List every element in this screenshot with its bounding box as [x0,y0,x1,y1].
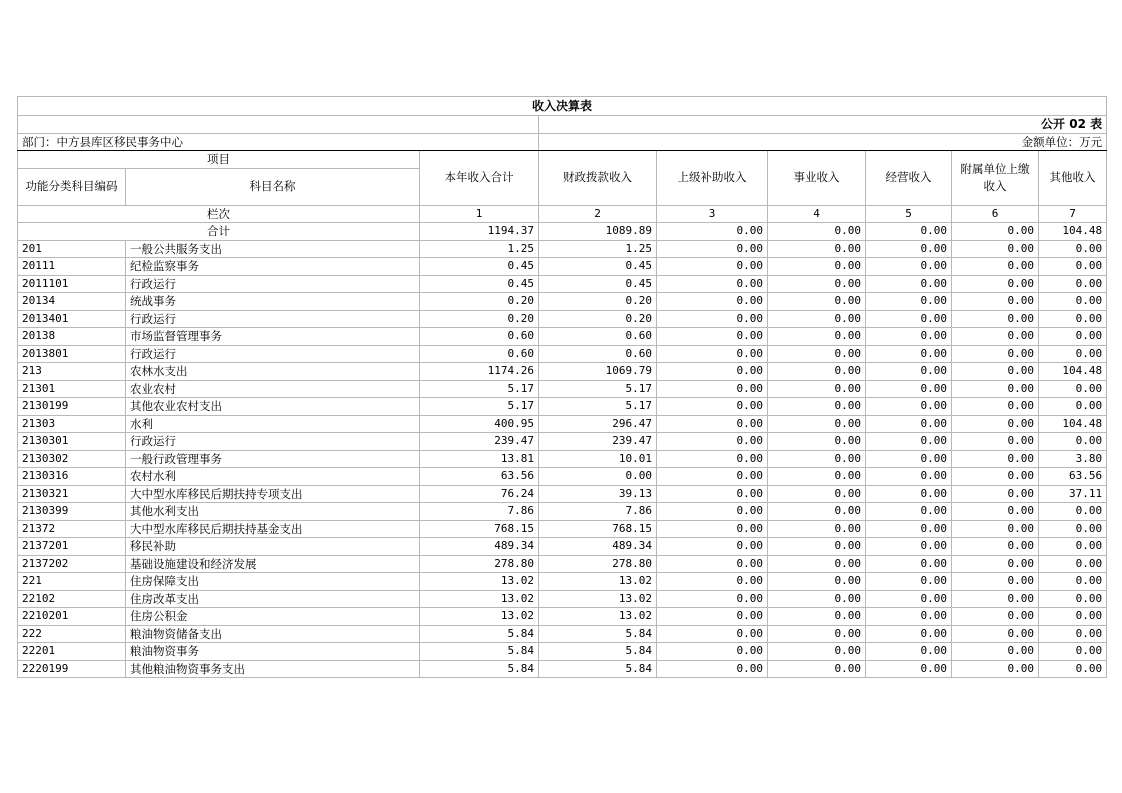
amount-cell: 5.84 [420,643,539,661]
department-label: 部门：中方县库区移民事务中心 [18,133,539,151]
amount-cell: 0.00 [657,625,768,643]
amount-cell: 0.00 [768,258,866,276]
amount-cell: 0.00 [866,590,952,608]
amount-cell: 0.00 [768,573,866,591]
table-row [18,433,1107,451]
amount-cell: 1174.26 [420,363,539,381]
amount-cell: 0.00 [1039,555,1107,573]
amount-cell: 0.00 [1039,310,1107,328]
amount-cell: 0.60 [420,328,539,346]
subject-name: 纪检监察事务 [126,258,420,276]
amount-cell: 5.84 [539,625,657,643]
amount-cell: 0.00 [657,520,768,538]
amount-cell: 5.84 [420,660,539,678]
amount-cell: 0.00 [866,643,952,661]
amount-cell: 0.45 [420,275,539,293]
amount-cell: 400.95 [420,415,539,433]
subject-name: 粮油物资事务 [126,643,420,661]
income-table [17,96,1107,678]
subject-code: 20138 [18,328,126,346]
amount-cell: 0.00 [952,538,1039,556]
table-row [18,660,1107,678]
amount-cell: 768.15 [539,520,657,538]
table-row [18,643,1107,661]
amount-cell: 0.00 [657,275,768,293]
amount-cell: 768.15 [420,520,539,538]
amount-cell: 0.00 [768,433,866,451]
amount-cell: 0.00 [866,573,952,591]
table-row [18,503,1107,521]
amount-cell: 0.00 [866,503,952,521]
amount-cell: 0.00 [952,468,1039,486]
project-header: 项目 [18,151,420,169]
subject-code: 2011101 [18,275,126,293]
amount-cell: 13.02 [420,608,539,626]
amount-cell: 3.80 [1039,450,1107,468]
table-title: 收入决算表 [18,97,1107,116]
amount-cell: 0.00 [768,363,866,381]
amount-cell: 0.00 [768,608,866,626]
amount-cell: 0.00 [1039,625,1107,643]
table-row [18,310,1107,328]
amount-cell: 0.00 [1039,660,1107,678]
table-row [18,555,1107,573]
amount-cell: 5.17 [539,380,657,398]
table-row [18,450,1107,468]
amount-cell: 13.81 [420,450,539,468]
table-row [18,258,1107,276]
table-row [18,520,1107,538]
amount-cell: 0.00 [1039,345,1107,363]
subject-code: 2130301 [18,433,126,451]
other-income-header: 其他收入 [1039,151,1107,206]
subject-name: 行政运行 [126,345,420,363]
amount-cell: 0.00 [657,293,768,311]
amount-cell: 0.00 [1039,380,1107,398]
amount-cell: 0.20 [420,293,539,311]
amount-cell: 0.00 [657,608,768,626]
subject-code: 2130321 [18,485,126,503]
total-label: 合计 [18,223,420,241]
amount-cell: 5.17 [420,398,539,416]
amount-cell: 0.00 [866,310,952,328]
amount-cell: 5.84 [420,625,539,643]
amount-cell: 0.00 [952,590,1039,608]
subject-code: 2210201 [18,608,126,626]
subject-name: 粮油物资储备支出 [126,625,420,643]
amount-cell: 0.00 [657,240,768,258]
column-number: 4 [768,205,866,223]
amount-cell: 0.00 [657,363,768,381]
amount-cell: 0.00 [1039,275,1107,293]
amount-cell: 0.00 [768,293,866,311]
amount-cell: 0.00 [657,643,768,661]
income-statement-sheet [17,96,1106,678]
amount-cell: 5.84 [539,660,657,678]
subject-name: 一般行政管理事务 [126,450,420,468]
amount-cell: 0.00 [866,485,952,503]
amount-cell: 0.00 [768,538,866,556]
amount-cell: 0.00 [952,485,1039,503]
amount-cell: 0.00 [952,555,1039,573]
amount-cell: 0.00 [952,503,1039,521]
table-row [18,468,1107,486]
subject-name: 水利 [126,415,420,433]
subject-name: 农林水支出 [126,363,420,381]
name-header: 科目名称 [126,168,420,205]
amount-cell: 0.00 [657,380,768,398]
amount-cell: 37.11 [1039,485,1107,503]
amount-cell: 0.00 [1039,538,1107,556]
column-number: 7 [1039,205,1107,223]
amount-cell: 0.00 [866,520,952,538]
amount-cell: 0.45 [420,258,539,276]
subject-code: 20111 [18,258,126,276]
amount-cell: 0.00 [952,433,1039,451]
amount-cell: 0.00 [657,573,768,591]
amount-cell: 0.00 [866,415,952,433]
column-number-row [18,205,1107,223]
amount-cell: 0.00 [1039,293,1107,311]
amount-cell: 0.00 [1039,328,1107,346]
amount-cell: 7.86 [539,503,657,521]
amount-cell: 0.00 [768,555,866,573]
subject-code: 2130316 [18,468,126,486]
column-number: 1 [420,205,539,223]
total-income-header: 本年收入合计 [420,151,539,206]
column-number: 2 [539,205,657,223]
subject-code: 22201 [18,643,126,661]
amount-cell: 0.00 [657,590,768,608]
subject-name: 其他水利支出 [126,503,420,521]
amount-cell: 0.00 [866,555,952,573]
table-number: 公开 02 表 [539,116,1107,134]
table-row [18,538,1107,556]
amount-cell: 0.00 [768,450,866,468]
amount-cell: 1.25 [420,240,539,258]
table-row [18,625,1107,643]
amount-cell: 0.00 [657,433,768,451]
amount-cell: 5.17 [539,398,657,416]
amount-cell: 0.00 [952,275,1039,293]
amount-cell: 0.00 [952,345,1039,363]
amount-cell: 0.00 [866,398,952,416]
unit-label: 金额单位：万元 [539,133,1107,151]
subject-name: 其他农业农村支出 [126,398,420,416]
amount-cell: 0.00 [1039,608,1107,626]
subject-name: 大中型水库移民后期扶持专项支出 [126,485,420,503]
amount-cell: 1.25 [539,240,657,258]
total-row [18,223,1107,241]
business-income-header: 事业收入 [768,151,866,206]
subject-name: 一般公共服务支出 [126,240,420,258]
amount-cell: 0.45 [539,275,657,293]
amount-cell: 0.00 [657,468,768,486]
subject-name: 统战事务 [126,293,420,311]
amount-cell: 239.47 [420,433,539,451]
amount-cell: 0.00 [768,310,866,328]
table-row [18,608,1107,626]
amount-cell: 0.00 [657,415,768,433]
subject-code: 20134 [18,293,126,311]
amount-cell: 0.00 [1039,590,1107,608]
amount-cell: 0.00 [952,293,1039,311]
amount-cell: 0.00 [952,660,1039,678]
amount-cell: 5.17 [420,380,539,398]
amount-cell: 0.00 [952,643,1039,661]
amount-cell: 13.02 [539,573,657,591]
amount-cell: 39.13 [539,485,657,503]
subject-code: 222 [18,625,126,643]
amount-cell: 0.20 [420,310,539,328]
subsidy-income-header: 上级补助收入 [657,151,768,206]
amount-cell: 63.56 [1039,468,1107,486]
column-number: 6 [952,205,1039,223]
amount-cell: 0.00 [952,310,1039,328]
amount-cell: 0.00 [768,275,866,293]
amount-cell: 0.00 [657,555,768,573]
amount-cell: 0.00 [768,240,866,258]
total-value: 1194.37 [420,223,539,241]
amount-cell: 13.02 [539,590,657,608]
amount-cell: 0.00 [1039,503,1107,521]
amount-cell: 1069.79 [539,363,657,381]
table-row [18,398,1107,416]
subject-code: 22102 [18,590,126,608]
table-row [18,590,1107,608]
amount-cell: 0.60 [420,345,539,363]
amount-cell: 7.86 [420,503,539,521]
amount-cell: 0.60 [539,328,657,346]
amount-cell: 0.00 [866,328,952,346]
subject-name: 大中型水库移民后期扶持基金支出 [126,520,420,538]
amount-cell: 0.00 [768,468,866,486]
subject-name: 住房保障支出 [126,573,420,591]
code-header: 功能分类科目编码 [18,168,126,205]
subject-name: 住房公积金 [126,608,420,626]
amount-cell: 0.00 [539,468,657,486]
amount-cell: 5.84 [539,643,657,661]
amount-cell: 0.00 [866,625,952,643]
table-row [18,328,1107,346]
amount-cell: 0.00 [768,415,866,433]
amount-cell: 0.00 [866,380,952,398]
amount-cell: 239.47 [539,433,657,451]
subject-code: 2130399 [18,503,126,521]
total-value: 0.00 [768,223,866,241]
amount-cell: 13.02 [539,608,657,626]
subject-name: 行政运行 [126,433,420,451]
amount-cell: 0.20 [539,293,657,311]
amount-cell: 0.00 [952,520,1039,538]
amount-cell: 0.00 [952,380,1039,398]
amount-cell: 0.00 [768,380,866,398]
amount-cell: 0.00 [866,275,952,293]
amount-cell: 0.00 [866,363,952,381]
amount-cell: 0.00 [657,398,768,416]
amount-cell: 0.00 [1039,520,1107,538]
amount-cell: 0.00 [1039,240,1107,258]
subject-code: 2130302 [18,450,126,468]
amount-cell: 0.00 [866,433,952,451]
table-body [18,97,1107,678]
amount-cell: 0.00 [866,240,952,258]
amount-cell: 0.60 [539,345,657,363]
amount-cell: 0.00 [657,503,768,521]
amount-cell: 0.00 [1039,258,1107,276]
amount-cell: 0.00 [657,310,768,328]
amount-cell: 0.00 [952,450,1039,468]
amount-cell: 0.00 [866,538,952,556]
amount-cell: 0.00 [952,398,1039,416]
subject-name: 农村水利 [126,468,420,486]
amount-cell: 0.00 [768,520,866,538]
amount-cell: 0.00 [657,328,768,346]
column-number: 5 [866,205,952,223]
subject-code: 201 [18,240,126,258]
amount-cell: 0.20 [539,310,657,328]
subject-code: 2220199 [18,660,126,678]
amount-cell: 0.00 [866,345,952,363]
subject-code: 2130199 [18,398,126,416]
amount-cell: 0.00 [657,660,768,678]
amount-cell: 13.02 [420,573,539,591]
subject-code: 221 [18,573,126,591]
table-row [18,345,1107,363]
total-value: 104.48 [1039,223,1107,241]
subject-name: 行政运行 [126,310,420,328]
amount-cell: 0.00 [768,660,866,678]
amount-cell: 0.00 [1039,433,1107,451]
subject-code: 2013801 [18,345,126,363]
amount-cell: 76.24 [420,485,539,503]
fiscal-income-header: 财政拨款收入 [539,151,657,206]
total-value: 0.00 [657,223,768,241]
total-value: 1089.89 [539,223,657,241]
amount-cell: 0.00 [768,345,866,363]
subject-name: 行政运行 [126,275,420,293]
amount-cell: 0.00 [768,625,866,643]
table-row [18,573,1107,591]
amount-cell: 278.80 [539,555,657,573]
amount-cell: 104.48 [1039,363,1107,381]
subject-code: 21372 [18,520,126,538]
table-row [18,363,1107,381]
subject-name: 住房改革支出 [126,590,420,608]
amount-cell: 0.00 [952,258,1039,276]
amount-cell: 0.00 [768,590,866,608]
amount-cell: 0.00 [952,363,1039,381]
subject-name: 移民补助 [126,538,420,556]
total-value: 0.00 [952,223,1039,241]
amount-cell: 0.00 [952,625,1039,643]
subject-code: 21301 [18,380,126,398]
column-number: 3 [657,205,768,223]
amount-cell: 0.00 [1039,573,1107,591]
affiliated-income-header: 附属单位上缴收入 [952,151,1039,206]
amount-cell: 63.56 [420,468,539,486]
amount-cell: 0.00 [866,293,952,311]
subject-code: 2013401 [18,310,126,328]
amount-cell: 489.34 [539,538,657,556]
amount-cell: 0.00 [866,608,952,626]
amount-cell: 0.00 [866,468,952,486]
amount-cell: 0.00 [768,328,866,346]
subject-name: 基础设施建设和经济发展 [126,555,420,573]
amount-cell: 0.00 [1039,643,1107,661]
subject-code: 213 [18,363,126,381]
table-row [18,275,1107,293]
amount-cell: 0.00 [657,258,768,276]
subject-code: 2137201 [18,538,126,556]
amount-cell: 0.00 [768,643,866,661]
subject-name: 其他粮油物资事务支出 [126,660,420,678]
amount-cell: 0.00 [866,450,952,468]
total-value: 0.00 [866,223,952,241]
table-row [18,485,1107,503]
amount-cell: 0.00 [952,240,1039,258]
amount-cell: 489.34 [420,538,539,556]
column-label: 栏次 [18,205,420,223]
amount-cell: 104.48 [1039,415,1107,433]
amount-cell: 0.00 [866,660,952,678]
subject-code: 2137202 [18,555,126,573]
amount-cell: 296.47 [539,415,657,433]
subject-name: 市场监督管理事务 [126,328,420,346]
amount-cell: 0.00 [952,573,1039,591]
amount-cell: 0.00 [657,345,768,363]
amount-cell: 13.02 [420,590,539,608]
amount-cell: 0.00 [952,608,1039,626]
amount-cell: 0.00 [657,450,768,468]
operating-income-header: 经营收入 [866,151,952,206]
amount-cell: 0.45 [539,258,657,276]
table-row [18,415,1107,433]
table-row [18,240,1107,258]
amount-cell: 0.00 [952,415,1039,433]
amount-cell: 0.00 [952,328,1039,346]
amount-cell: 0.00 [768,485,866,503]
amount-cell: 0.00 [866,258,952,276]
table-row [18,293,1107,311]
amount-cell: 0.00 [768,398,866,416]
amount-cell: 0.00 [1039,398,1107,416]
subject-name: 农业农村 [126,380,420,398]
blank-cell [18,116,539,134]
amount-cell: 0.00 [768,503,866,521]
amount-cell: 278.80 [420,555,539,573]
table-row [18,380,1107,398]
amount-cell: 10.01 [539,450,657,468]
amount-cell: 0.00 [657,485,768,503]
amount-cell: 0.00 [657,538,768,556]
subject-code: 21303 [18,415,126,433]
